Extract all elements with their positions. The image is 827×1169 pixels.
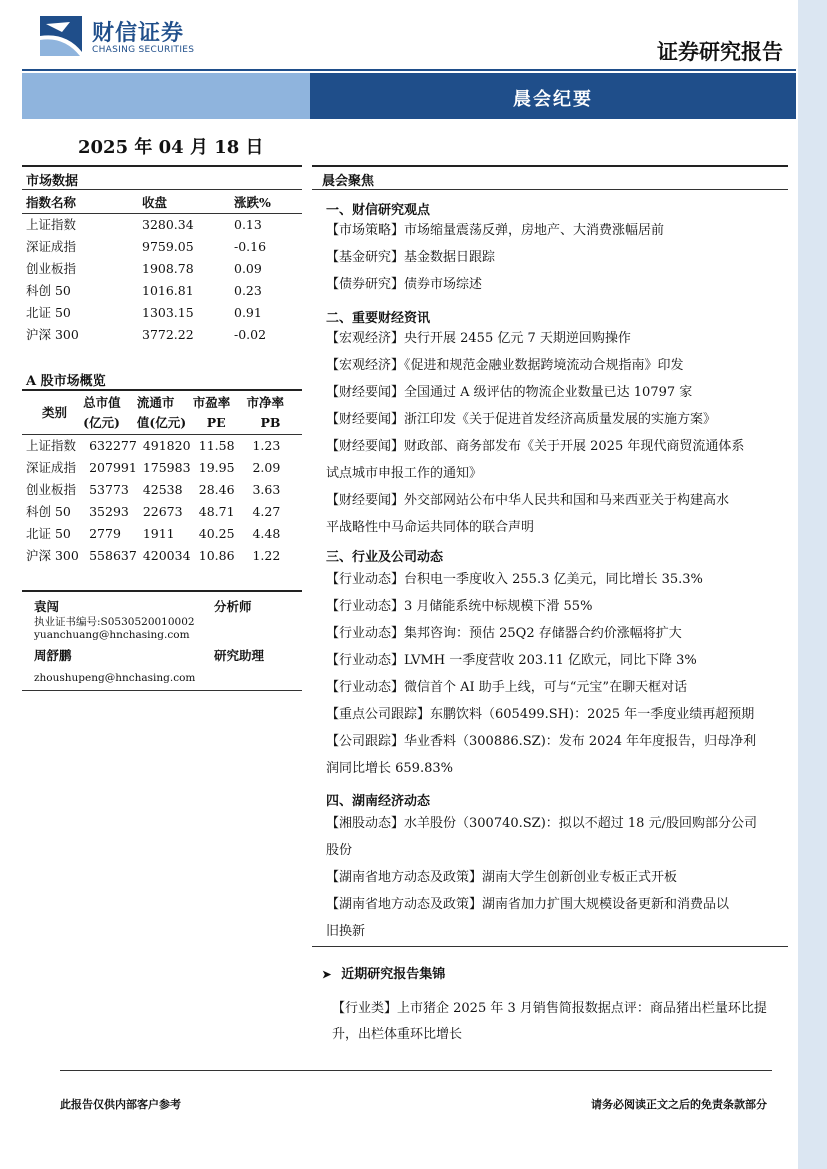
market-row: [26, 235, 296, 257]
focus-sec1-title: 一、财信研究观点: [326, 203, 431, 218]
focus-news-item[interactable]: 【财经要闻】财政部、商务部发布《关于开展 2025 年现代商贸流通体系: [326, 439, 745, 454]
footer-left-note: 此报告仅供内部客户参考: [60, 1098, 181, 1111]
focus-news-item[interactable]: 【行业动态】微信首个 AI 助手上线，可与“元宝”在聊天框对话: [326, 680, 688, 695]
overview-row: [26, 456, 298, 478]
focus-news-item[interactable]: 【湘股动态】水羊股份（300740.SZ)：拟以不超过 18 元/股回购部分公司: [326, 816, 757, 831]
focus-news-item[interactable]: 【湖南省地方动态及政策】湖南省加力扩围大规模设备更新和消费品以: [326, 897, 730, 912]
analyst2-role: 研究助理: [214, 648, 265, 663]
focus-top-rule: [312, 165, 788, 167]
market-cell-change: -0.02: [234, 326, 267, 342]
recent-report-item[interactable]: 【行业类】上市猪企 2025 年 3 月销售简报数据点评：商品猪出栏量环比提升，出栏体重环比增长: [332, 1001, 767, 1042]
overview-cell: 558637: [89, 547, 137, 563]
focus-title-rule: [312, 189, 788, 190]
market-cell-change: -0.16: [234, 238, 267, 254]
market-cell-close: 1016.81: [142, 282, 194, 298]
market-row: [26, 279, 296, 301]
overview-top-rule: [22, 389, 302, 391]
overview-col-header-line: 总市值: [83, 395, 121, 410]
overview-cell: 1.22: [252, 547, 281, 563]
overview-header-rule: [22, 434, 302, 435]
overview-cell: 11.58: [198, 437, 235, 453]
top-rule: [22, 69, 796, 71]
overview-cell: 19.95: [198, 459, 235, 475]
overview-row: [26, 544, 298, 566]
market-col-change: 涨跌%: [234, 195, 271, 210]
banner-right: [310, 73, 796, 119]
overview-cell: 22673: [142, 503, 183, 519]
report-date: 2025 年 04 月 18 日: [78, 137, 264, 158]
overview-row: [26, 434, 298, 456]
overview-cell: 10.86: [198, 547, 235, 563]
focus-title: 晨会聚焦: [322, 174, 375, 189]
focus-news-item[interactable]: 【行业动态】3 月储能系统中标规模下滑 55%: [326, 599, 593, 614]
market-cell-name: 北证 50: [26, 305, 71, 320]
footer-rule: [60, 1070, 772, 1071]
focus-news-item[interactable]: 【财经要闻】外交部网站公布中华人民共和国和马来西亚关于构建高水: [326, 493, 730, 508]
analyst1-role: 分析师: [214, 599, 252, 614]
focus-news-item[interactable]: 【财经要闻】全国通过 A 级评估的物流企业数量已达 10797 家: [326, 385, 693, 400]
overview-title: A 股市场概览: [26, 374, 106, 389]
focus-news-item[interactable]: 润同比增长 659.83%: [326, 761, 453, 776]
market-cell-name: 沪深 300: [26, 327, 79, 342]
overview-cell: 48.71: [198, 503, 235, 519]
market-row: [26, 257, 296, 279]
overview-cell: 175983: [142, 459, 191, 475]
market-cell-close: 9759.05: [142, 238, 194, 254]
analyst-bottom-rule: [22, 690, 302, 691]
overview-row: [26, 522, 298, 544]
overview-col-header-line: 市盈率: [192, 395, 231, 410]
overview-col-header-line: 市净率: [246, 395, 284, 410]
overview-cell: 深证成指: [26, 460, 77, 475]
overview-cell: 420034: [142, 547, 191, 563]
focus-news-item[interactable]: 【债券研究】债券市场综述: [326, 277, 483, 292]
overview-cell: 上证指数: [26, 438, 77, 453]
market-title: 市场数据: [26, 174, 79, 189]
overview-cell: 沪深 300: [26, 548, 79, 563]
footer-right-note: 请务必阅读正文之后的免责条款部分: [591, 1098, 767, 1111]
overview-col-header: [137, 392, 193, 434]
market-cell-name: 创业板指: [26, 261, 77, 276]
overview-cell: 创业板指: [26, 482, 77, 497]
overview-cell: 53773: [89, 481, 129, 497]
focus-news-item[interactable]: 【市场策略】市场缩量震荡反弹，房地产、大消费涨幅居前: [326, 223, 665, 238]
overview-cell: 35293: [89, 503, 129, 519]
focus-news-item[interactable]: 【宏观经济】《促进和规范金融业数据跨境流动合规指南》印发: [326, 358, 684, 373]
overview-col-header: [246, 392, 298, 434]
market-cell-change: 0.09: [234, 260, 262, 276]
analyst2-name: 周舒鹏: [34, 648, 72, 663]
market-title-rule: [22, 189, 302, 190]
analyst1-name: 袁闯: [34, 599, 60, 614]
overview-cell: 28.46: [198, 481, 235, 497]
analyst1-email[interactable]: yuanchuang@hnchasing.com: [34, 629, 190, 641]
focus-news-item[interactable]: 【行业动态】台积电一季度收入 255.3 亿美元，同比增长 35.3%: [326, 572, 703, 587]
overview-cell: 42538: [142, 481, 183, 497]
focus-news-item[interactable]: 【重点公司跟踪】东鹏饮料（605499.SH)：2025 年一季度业绩再超预期: [326, 707, 755, 722]
analyst2-email[interactable]: zhoushupeng@hnchasing.com: [34, 672, 196, 684]
overview-col-header-line: 值(亿元): [136, 415, 187, 430]
overview-row: [26, 478, 298, 500]
overview-col-header-line: PE: [206, 415, 226, 430]
logo-cn-text: 财信证券: [92, 21, 185, 46]
market-row: [26, 301, 296, 323]
overview-cell: 40.25: [198, 525, 235, 541]
company-logo: [36, 12, 216, 60]
logo-mark-icon: [36, 12, 86, 58]
overview-cell: 科创 50: [26, 504, 71, 519]
market-cell-close: 3280.34: [142, 216, 194, 232]
overview-cell: 3.63: [252, 481, 281, 497]
overview-cell: 2.09: [252, 459, 281, 475]
focus-bottom-rule: [312, 946, 788, 947]
overview-cell: 1.23: [252, 437, 281, 453]
overview-col-header-line: 类别: [42, 405, 68, 420]
analyst1-cert: 执业证书编号:S0530520010002: [34, 616, 195, 628]
market-col-close: 收盘: [142, 195, 168, 210]
market-cell-close: 1303.15: [142, 304, 194, 320]
focus-news-item[interactable]: 【宏观经济】央行开展 2455 亿元 7 天期逆回购操作: [326, 331, 631, 346]
overview-col-header: [83, 392, 137, 434]
right-side-strip: [798, 0, 827, 1169]
banner-left: [22, 73, 310, 119]
report-type: 证券研究报告: [657, 39, 783, 64]
focus-news-item[interactable]: 【行业动态】LVMH 一季度营收 203.11 亿欧元，同比下降 3%: [326, 653, 697, 668]
focus-news-item[interactable]: 股份: [326, 843, 353, 858]
focus-sec4-title: 四、湖南经济动态: [326, 794, 431, 809]
overview-col-header: [26, 392, 83, 434]
analyst-top-rule: [22, 590, 302, 592]
overview-col-header: [193, 392, 247, 434]
market-table: [26, 191, 296, 345]
focus-news-item[interactable]: 【基金研究】基金数据日跟踪: [326, 250, 496, 265]
arrow-right-icon: ➤: [322, 968, 332, 981]
market-cell-change: 0.23: [234, 282, 262, 298]
focus-sec3-title: 三、行业及公司动态: [326, 550, 444, 565]
banner-title: 晨会纪要: [513, 89, 593, 110]
overview-header-row: [26, 392, 298, 434]
overview-cell: 491820: [142, 437, 191, 453]
overview-col-header-line: PB: [260, 415, 281, 430]
overview-cell: 207991: [89, 459, 137, 475]
market-cell-name: 上证指数: [26, 217, 77, 232]
market-cell-name: 深证成指: [26, 239, 77, 254]
market-cell-name: 科创 50: [26, 283, 71, 298]
overview-cell: 北证 50: [26, 526, 71, 541]
market-cell-close: 3772.22: [142, 326, 194, 342]
overview-table: [26, 392, 298, 566]
overview-col-header-line: 流通市: [136, 395, 175, 410]
focus-news-item[interactable]: 【湖南省地方动态及政策】湖南大学生创新创业专板正式开板: [326, 870, 678, 885]
focus-news-item[interactable]: 旧换新: [326, 924, 366, 939]
focus-news-item[interactable]: 【行业动态】集邦咨询：预估 25Q2 存储器合约价涨幅将扩大: [326, 626, 682, 641]
market-header-row: [26, 191, 296, 213]
overview-cell: 1911: [142, 525, 175, 541]
logo-en-text: CHASING SECURITIES: [92, 45, 195, 55]
focus-news-item[interactable]: 【财经要闻】浙江印发《关于促进首发经济高质量发展的实施方案》: [326, 412, 717, 427]
market-cell-change: 0.91: [234, 304, 262, 320]
overview-col-header-line: (亿元): [83, 415, 120, 430]
market-top-rule: [22, 165, 302, 167]
market-row: [26, 323, 296, 345]
overview-cell: 4.27: [252, 503, 281, 519]
market-col-name: 指数名称: [26, 195, 77, 210]
focus-news-item[interactable]: 【公司跟踪】华业香料（300886.SZ)：发布 2024 年年度报告，归母净利: [326, 734, 757, 749]
overview-cell: 2779: [89, 525, 121, 541]
market-cell-change: 0.13: [234, 216, 262, 232]
market-header-rule: [22, 213, 302, 214]
overview-row: [26, 500, 298, 522]
recent-title: ➤ 近期研究报告集锦: [322, 967, 446, 982]
overview-cell: 4.48: [252, 525, 281, 541]
focus-sec2-title: 二、重要财经资讯: [326, 311, 431, 326]
market-cell-close: 1908.78: [142, 260, 194, 276]
market-row: [26, 213, 296, 235]
focus-news-item[interactable]: 试点城市申报工作的通知》: [326, 466, 483, 481]
overview-cell: 632277: [89, 437, 137, 453]
focus-news-item[interactable]: 平战略性中马命运共同体的联合声明: [326, 520, 535, 535]
